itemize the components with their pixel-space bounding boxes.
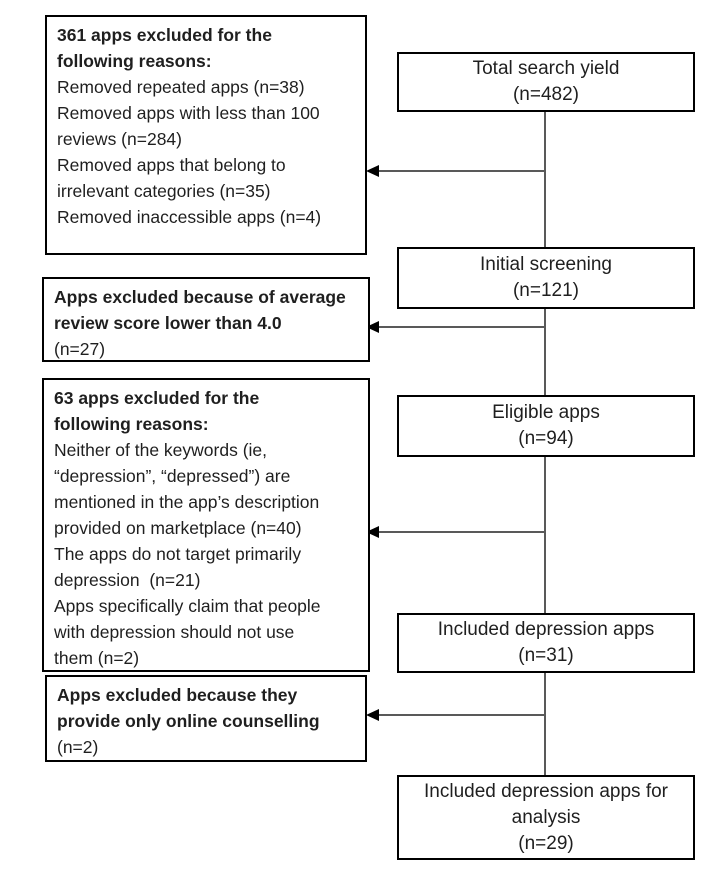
reason-line: Neither of the keywords (ie, bbox=[54, 440, 268, 460]
reason-line: The apps do not target primarily bbox=[54, 544, 302, 564]
box-included-for-analysis bbox=[397, 775, 695, 860]
reason-line: them (n=2) bbox=[54, 648, 140, 668]
box-excluded-low-score bbox=[42, 277, 370, 362]
box-excluded-361 bbox=[45, 15, 367, 255]
arrow-to-excluded-361 bbox=[376, 170, 545, 172]
box-label: Included depression apps for bbox=[424, 780, 668, 802]
box-heading: Apps excluded because they bbox=[57, 685, 298, 705]
box-label: analysis bbox=[511, 806, 581, 828]
box-heading: following reasons: bbox=[57, 51, 212, 71]
arrow-to-excluded-63 bbox=[376, 531, 545, 533]
box-eligible-apps bbox=[397, 395, 695, 457]
box-heading: 63 apps excluded for the bbox=[54, 388, 260, 408]
reason-line: Removed repeated apps (n=38) bbox=[57, 77, 305, 97]
box-initial-screening bbox=[397, 247, 695, 309]
reason-line: Removed inaccessible apps (n=4) bbox=[57, 207, 322, 227]
box-heading: 361 apps excluded for the bbox=[57, 25, 272, 45]
arrowhead-left-icon bbox=[366, 165, 379, 177]
box-total-search-yield bbox=[397, 52, 695, 112]
box-count: (n=94) bbox=[518, 428, 574, 449]
reason-line: mentioned in the app’s description bbox=[54, 492, 320, 512]
arrowhead-left-icon bbox=[366, 709, 379, 721]
box-count: (n=29) bbox=[518, 832, 574, 854]
reason-line: with depression should not use bbox=[54, 622, 295, 642]
arrow-to-excluded-low-score bbox=[376, 326, 545, 328]
reason-line: provided on marketplace (n=40) bbox=[54, 518, 302, 538]
box-heading: Apps excluded because of average bbox=[54, 287, 346, 307]
box-label: Eligible apps bbox=[492, 402, 600, 423]
reason-line: Removed apps with less than 100 bbox=[57, 103, 320, 123]
arrow-to-excluded-counselling bbox=[376, 714, 545, 716]
box-label: Initial screening bbox=[479, 254, 613, 275]
box-excluded-63 bbox=[42, 378, 370, 672]
box-label: Total search yield bbox=[472, 58, 620, 79]
reason-line: reviews (n=284) bbox=[57, 129, 182, 149]
box-count: (n=121) bbox=[512, 280, 580, 301]
reason-line: depression (n=21) bbox=[54, 570, 201, 590]
box-included-depression-apps bbox=[397, 613, 695, 673]
box-count: (n=2) bbox=[57, 737, 99, 757]
box-count: (n=31) bbox=[518, 645, 574, 666]
box-label: Included depression apps bbox=[437, 619, 655, 640]
reason-line: irrelevant categories (n=35) bbox=[57, 181, 271, 201]
reason-line: Removed apps that belong to bbox=[57, 155, 286, 175]
reason-line: Apps specifically claim that people bbox=[54, 596, 321, 616]
reason-line: “depression”, “depressed”) are bbox=[54, 466, 291, 486]
box-heading: review score lower than 4.0 bbox=[54, 313, 282, 333]
box-heading: provide only online counselling bbox=[57, 711, 320, 731]
box-count: (n=482) bbox=[512, 84, 580, 105]
box-heading: following reasons: bbox=[54, 414, 209, 434]
box-excluded-counselling bbox=[45, 675, 367, 762]
box-count: (n=27) bbox=[54, 339, 106, 359]
